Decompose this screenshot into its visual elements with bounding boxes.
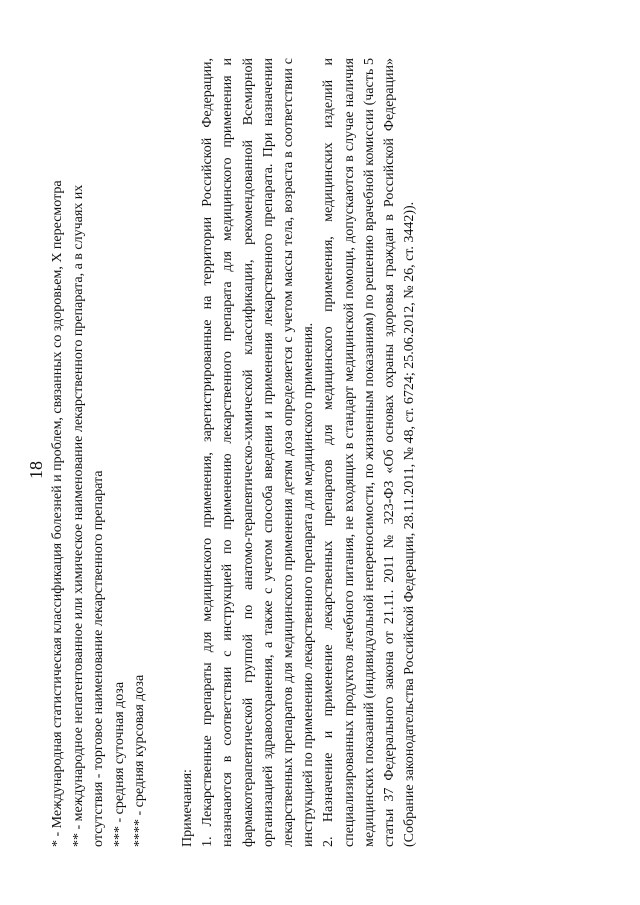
footnotes bbox=[48, 47, 151, 847]
footnote-inn: ** - международное непатентованное или химическое наименование лекарственного препарата, а в случаях их bbox=[70, 184, 86, 847]
page-number: 18 bbox=[26, 461, 46, 479]
footnote-icd: * - Международная статистическая классификация болезней и проблем, связанных со здоровьем, X пересмотра bbox=[50, 180, 65, 847]
footnote-inn-continued: отсутствия - торговое наименование лекарственного препарата bbox=[91, 470, 106, 847]
notes-title: Примечания: bbox=[180, 769, 195, 847]
note-2: 2. Назначение и применение лекарственных препаратов для медицинского применения, медицинских изделий и специализированных продуктов лечебного питания, не входящих в стандарт медицинской помощи, допускаются в случае наличия медицинских показаний (индивидуальной непереносимости, по жизненным показаниям) по решению врачебной комиссии (часть 5 статьи 37 Федерального закона от 21.11. 2011 № 323-ФЗ «Об основах охраны здоровья граждан в Российской Федерации» (Собрание законодательства Российской Федерации, 28.11.2011, № 48, ст. 6724; 25.06.2012, № 26, ст. 3442)). bbox=[321, 58, 418, 847]
footnote-daily-dose: *** - средняя суточная доза bbox=[111, 681, 127, 847]
footnote-course-dose: **** - средняя курсовая доза bbox=[132, 674, 147, 847]
notes-section bbox=[178, 58, 420, 847]
note-1: 1. Лекарственные препараты для медицинского применения, зарегистрированные на территории Российской Федерации, назначаются в соответствии с инструкцией по применению лекарственного препарата для медицинского применения и фармакотерапевтической группой по анатомо-терапевтическо-химической классификации, рекомендованной Всемирной организацией здравоохранения, а также с учетом способа введения и применения лекарственного препарата. При назначении лекарственных препаратов для медицинского применения детям доза определяется с учетом массы тела, возраста в соответствии с инструкцией по применению лекарственного препарата для медицинского применения. bbox=[200, 58, 317, 847]
